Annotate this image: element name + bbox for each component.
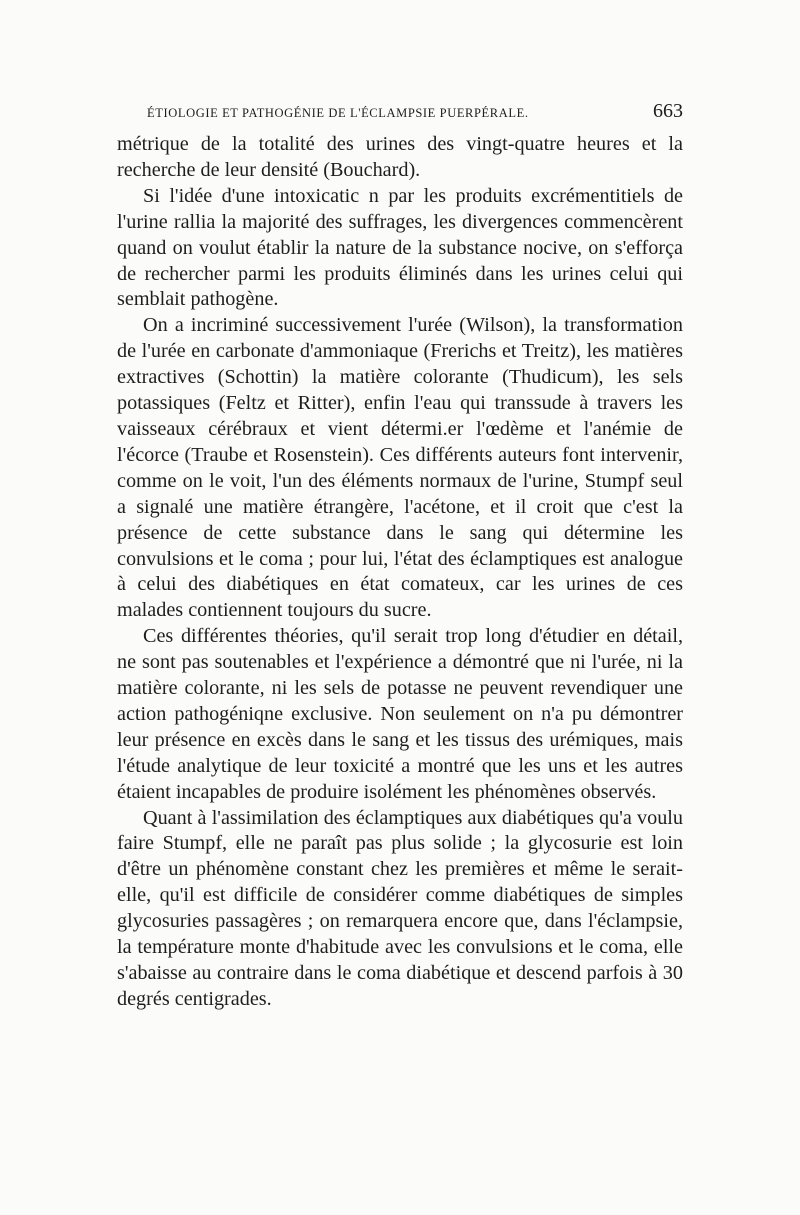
paragraph: On a incriminé successivement l'urée (Wilson), la transformation de l'urée en carbonate d'ammoniaque (Frerichs et Treitz), les matières extractives (Schottin) la matière colorante (Thudicum), les sels potassiques (Feltz et Ritter), enfin l'eau qui transsude à travers les vaisseaux cérébraux et vient détermi.er l'œdème et l'anémie de l'écorce (Traube et Rosenstein). Ces différents auteurs font intervenir, comme on le voit, l'un des éléments normaux de l'urine, Stumpf seul a signalé une matière étrangère, l'acétone, et il croit que c'est la présence de cette substance dans le sang qui détermine les convulsions et le coma ; pour lui, l'état des éclamptiques est analogue à celui des diabétiques en état comateux, car les urines de ces malades contiennent toujours du sucre.	[117, 314, 683, 622]
body-text	[117, 132, 683, 1013]
running-title: ÉTIOLOGIE ET PATHOGÉNIE DE L'ÉCLAMPSIE PUERPÉRALE.	[147, 106, 529, 120]
paragraph: Si l'idée d'une intoxicatic n par les produits excrémentitiels de l'urine rallia la majorité des suffrages, les divergences commencèrent quand on voulut établir la nature de la substance nocive, on s'efforça de rechercher parmi les produits éliminés dans les urines celui qui semblait pathogène.	[117, 184, 683, 311]
paragraph: Quant à l'assimilation des éclamptiques aux diabétiques qu'a voulu faire Stumpf, elle ne paraît pas plus solide ; la glycosurie est loin d'être un phénomène constant chez les premières et même le serait-elle, qu'il est difficile de considérer comme diabétiques de simples glycosuries passagères ; on remarquera encore que, dans l'éclampsie, la température monte d'habitude avec les convulsions et le coma, elle s'abaisse au contraire dans le coma diabétique et descend parfois à 30 degrés centigrades.	[117, 806, 683, 1010]
paragraph-continued: métrique de la totalité des urines des vingt-quatre heures et la recherche de leur densité (Bouchard).	[117, 133, 683, 181]
paragraph: Ces différentes théories, qu'il serait trop long d'étudier en détail, ne sont pas soutenables et l'expérience a démontré que ni l'urée, ni la matière colorante, ni les sels de potasse ne peuvent revendiquer une action pathogéniqne exclusive. Non seulement on n'a pu démontrer leur présence en excès dans le sang et les tissus des urémiques, mais l'étude analytique de leur toxicité a montré que les uns et les autres étaient incapables de produire isolément les phénomènes observés.	[117, 625, 683, 803]
page-header	[117, 100, 683, 130]
page-number: 663	[653, 100, 683, 122]
